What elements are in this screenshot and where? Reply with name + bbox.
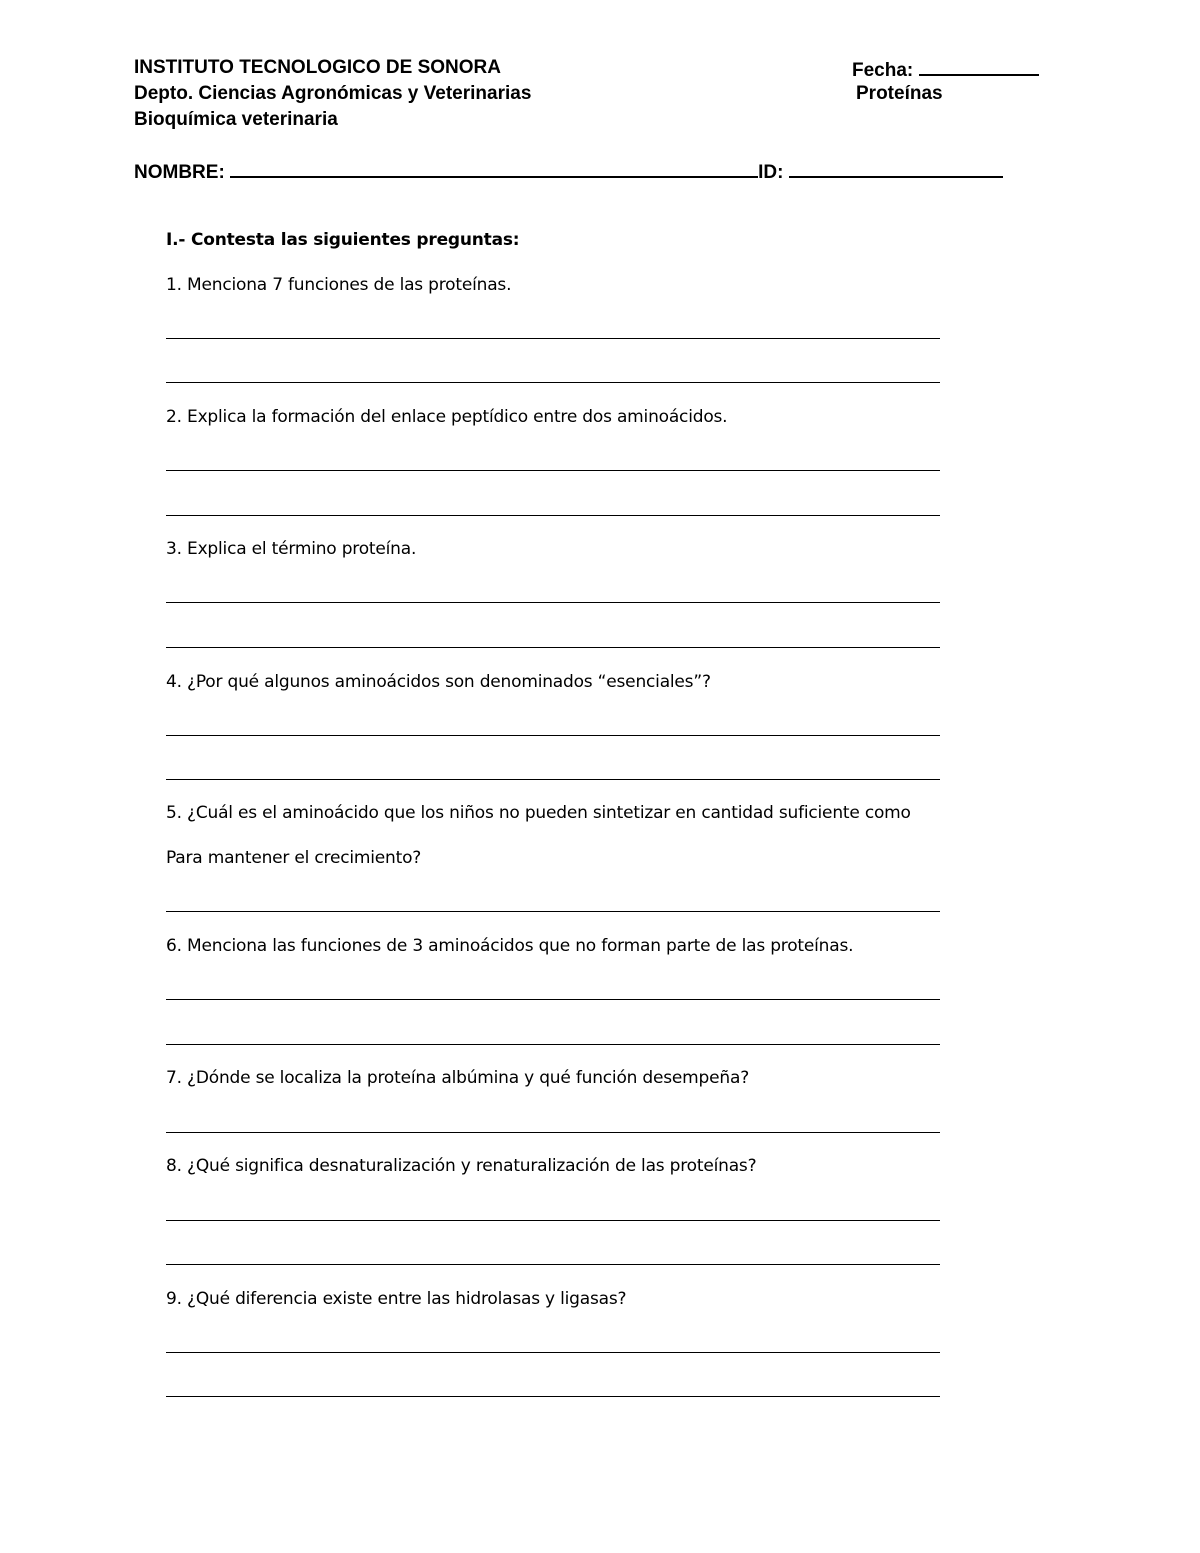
institution-name: INSTITUTO TECNOLOGICO DE SONORA	[134, 57, 501, 78]
date-label: Fecha:	[852, 60, 914, 81]
date-blank[interactable]	[919, 56, 1039, 76]
id-label: ID:	[758, 162, 784, 183]
name-blank[interactable]	[230, 158, 758, 178]
answer-line-3b[interactable]	[166, 647, 940, 648]
subject-name: Bioquímica veterinaria	[134, 109, 338, 130]
answer-line-8b[interactable]	[166, 1264, 940, 1265]
student-info-row	[134, 158, 1003, 185]
answer-line-5a[interactable]	[166, 911, 940, 912]
question-7: 7. ¿Dónde se localiza la proteína albúmina y qué función desempeña?	[166, 1068, 750, 1088]
answer-line-9b[interactable]	[166, 1396, 940, 1397]
answer-line-1a[interactable]	[166, 338, 940, 339]
answer-line-6a[interactable]	[166, 999, 940, 1000]
question-8: 8. ¿Qué significa desnaturalización y renaturalización de las proteínas?	[166, 1156, 757, 1176]
answer-line-4a[interactable]	[166, 735, 940, 736]
answer-line-2b[interactable]	[166, 515, 940, 516]
answer-line-7a[interactable]	[166, 1132, 940, 1133]
answer-line-8a[interactable]	[166, 1220, 940, 1221]
question-6: 6. Menciona las funciones de 3 aminoácidos que no forman parte de las proteínas.	[166, 936, 854, 956]
id-blank[interactable]	[789, 158, 1003, 178]
answer-line-2a[interactable]	[166, 470, 940, 471]
question-3: 3. Explica el término proteína.	[166, 539, 417, 559]
answer-line-1b[interactable]	[166, 382, 940, 383]
name-label: NOMBRE:	[134, 162, 225, 183]
question-2: 2. Explica la formación del enlace peptídico entre dos aminoácidos.	[166, 407, 728, 427]
section-title: I.- Contesta las siguientes preguntas:	[166, 230, 520, 250]
answer-line-6b[interactable]	[166, 1044, 940, 1045]
answer-line-9a[interactable]	[166, 1352, 940, 1353]
department-name: Depto. Ciencias Agronómicas y Veterinarias	[134, 83, 532, 104]
topic-title: Proteínas	[856, 83, 943, 104]
question-4: 4. ¿Por qué algunos aminoácidos son denominados “esenciales”?	[166, 672, 711, 692]
answer-line-3a[interactable]	[166, 602, 940, 603]
answer-line-4b[interactable]	[166, 779, 940, 780]
question-9: 9. ¿Qué diferencia existe entre las hidrolasas y ligasas?	[166, 1289, 627, 1309]
question-5-continuation: Para mantener el crecimiento?	[166, 848, 422, 868]
question-5: 5. ¿Cuál es el aminoácido que los niños no pueden sintetizar en cantidad suficiente como	[166, 803, 911, 823]
question-1: 1. Menciona 7 funciones de las proteínas.	[166, 275, 512, 295]
date-field[interactable]	[852, 56, 1039, 83]
